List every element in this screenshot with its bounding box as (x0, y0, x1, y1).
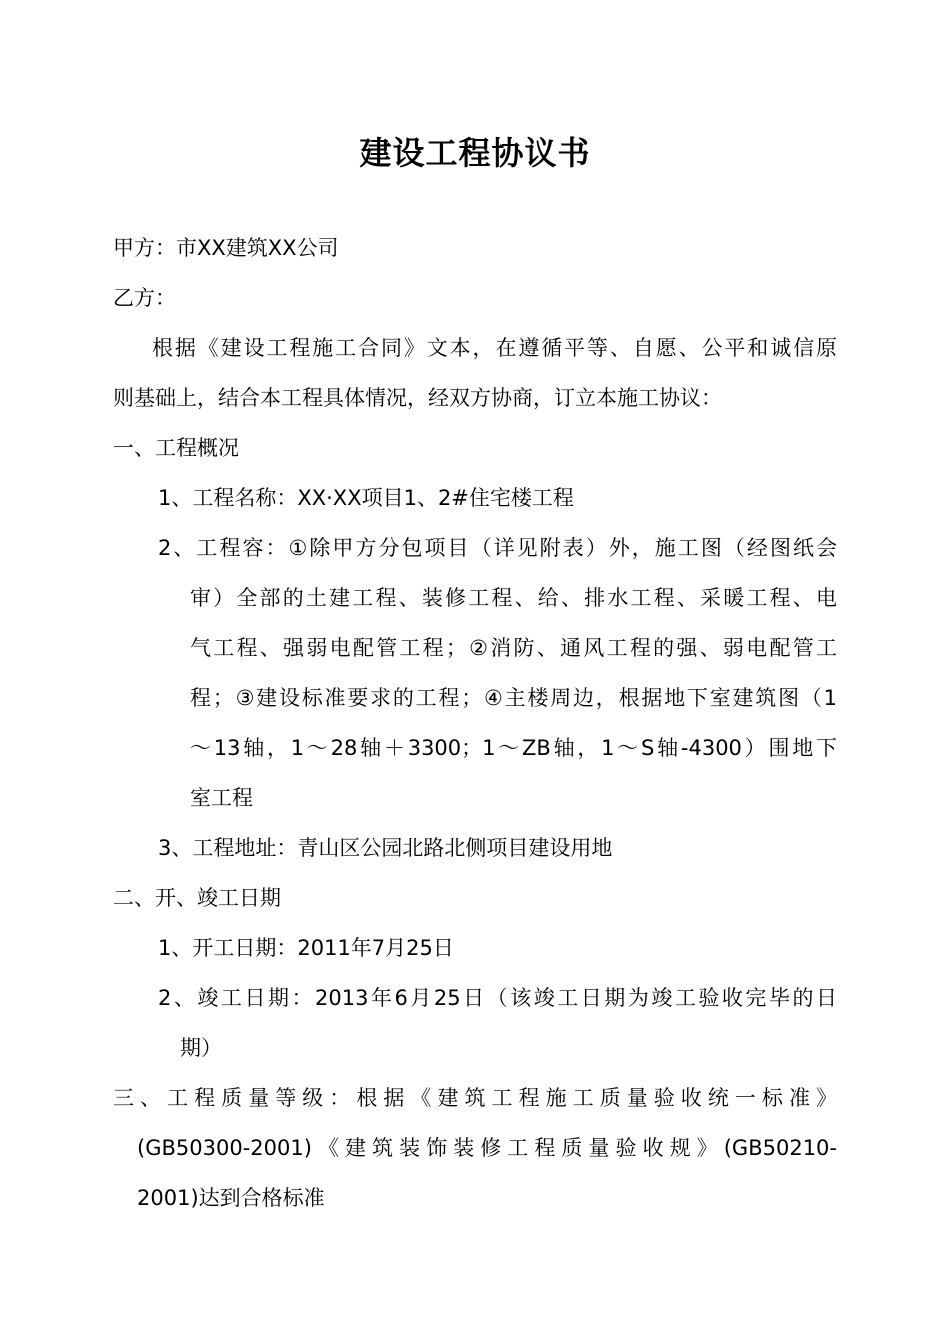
paragraph-line: 2001)达到合格标准 (137, 1186, 325, 1210)
list-item-continuation: 室工程 (190, 786, 253, 810)
intro-line: 根据《建设工程施工合同》文本，在遵循平等、自愿、公平和诚信原 (152, 336, 837, 360)
party-b: 乙方： (113, 286, 176, 310)
list-item: 1、开工日期：2011年7月25日 (158, 936, 454, 960)
list-item: 3、工程地址：青山区公园北路北侧项目建设用地 (158, 836, 613, 860)
list-item-continuation: 气工程、强弱电配管工程；②消防、通风工程的强、弱电配管工 (190, 636, 837, 660)
list-item-continuation: ～13轴，1～28轴＋3300；1～ZB轴，1～S轴-4300）围地下 (190, 736, 837, 760)
list-item-continuation: 程；③建设标准要求的工程；④主楼周边，根据地下室建筑图（1 (190, 686, 837, 710)
section-heading: 一、工程概况 (113, 436, 239, 460)
section-heading: 三、工程质量等级：根据《建筑工程施工质量验收统一标准》 (113, 1086, 837, 1110)
party-a: 甲方：市XX建筑XX公司 (113, 236, 339, 260)
intro-line: 则基础上，结合本工程具体情况，经双方协商，订立本施工协议： (113, 386, 722, 410)
list-item: 2、工程容：①除甲方分包项目（详见附表）外，施工图（经图纸会 (158, 536, 837, 560)
list-item: 1、工程名称：XX·XX项目1、2#住宅楼工程 (158, 486, 574, 510)
list-item-continuation: 审）全部的土建工程、装修工程、给、排水工程、采暖工程、电 (190, 586, 837, 610)
paragraph-line: (GB50300-2001)《建筑装饰装修工程质量验收规》(GB50210- (137, 1136, 837, 1160)
list-item-continuation: 期） (180, 1036, 222, 1060)
document-title: 建设工程协议书 (359, 134, 591, 172)
section-heading: 二、开、竣工日期 (113, 886, 281, 910)
list-item: 2、竣工日期：2013年6月25日（该竣工日期为竣工验收完毕的日 (158, 986, 837, 1010)
